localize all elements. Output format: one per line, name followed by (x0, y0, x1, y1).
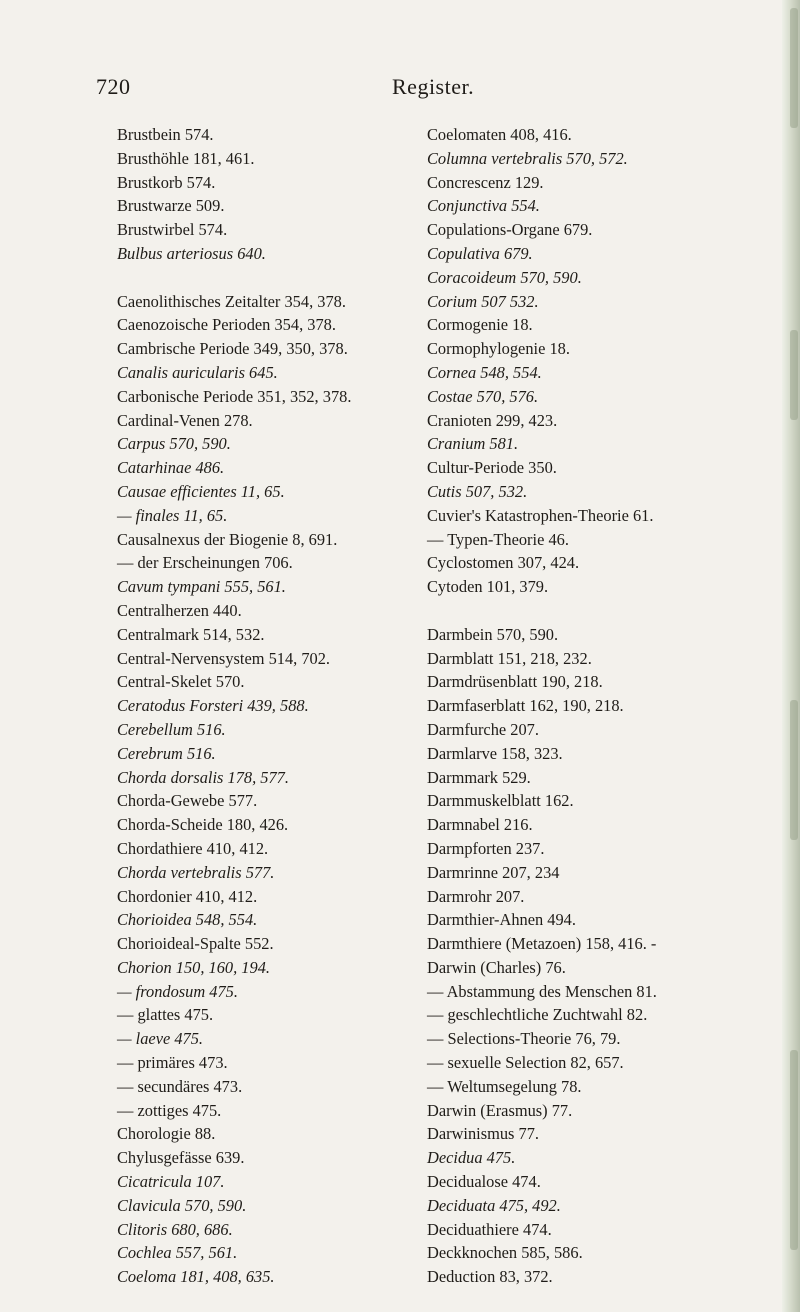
index-entry: Concrescenz 129. (427, 172, 544, 192)
index-entry: Costae 570, 576. (427, 386, 539, 406)
index-entry: Darmmuskelblatt 162. (427, 791, 574, 811)
index-entry: — glattes 475. (117, 1005, 214, 1025)
index-entry: Cornea 548, 554. (427, 362, 542, 382)
index-entry: Chorda vertebralis 577. (117, 862, 275, 882)
index-entry: Brustbein 574. (117, 125, 214, 144)
index-entry: — sexuelle Selection 82, 657. (427, 1053, 624, 1073)
index-entry: Centralmark 514, 532. (117, 624, 265, 644)
index-entry: Carbonische Periode 351, 352, 378. (117, 386, 352, 406)
index-entry: Carpus 570, 590. (117, 434, 231, 454)
index-entry: — Selections-Theorie 76, 79. (427, 1029, 621, 1049)
index-entry: Chylusgefässe 639. (117, 1148, 245, 1168)
index-entry: Decidua 475. (427, 1148, 516, 1168)
index-entry: — finales 11, 65. (117, 505, 228, 525)
index-entry: Cerebrum 516. (117, 743, 216, 763)
index-entry: Darmbein 570, 590. (427, 624, 559, 644)
index-entry: Chorioidea 548, 554. (117, 910, 258, 930)
index-entry: Darmthiere (Metazoen) 158, 416. - (427, 934, 657, 954)
index-entry: Cochlea 557, 561. (117, 1243, 238, 1263)
index-entry: Brustkorb 574. (117, 172, 216, 192)
index-entry: — Typen-Theorie 46. (427, 529, 569, 549)
index-entry: Catarhinae 486. (117, 458, 225, 478)
index-entry: Caenolithisches Zeitalter 354, 378. (117, 291, 346, 311)
index-entry: Central-Nervensystem 514, 702. (117, 648, 331, 668)
index-entry: Chorda dorsalis 178, 577. (117, 767, 289, 787)
index-entry: Copulations-Organe 679. (427, 220, 593, 240)
index-entry: Causalnexus der Biogenie 8, 691. (117, 529, 338, 549)
index-entry: — frondosum 475. (117, 981, 238, 1001)
index-entry: Brusthöhle 181, 461. (117, 148, 255, 168)
page-number: 720 (96, 74, 131, 99)
edge-stain (790, 8, 798, 128)
index-entry: Central-Skelet 570. (117, 672, 245, 692)
index-entry: — primäres 473. (117, 1053, 228, 1073)
index-entry: Cormophylogenie 18. (427, 339, 570, 359)
index-entry: Corium 507 532. (427, 291, 539, 311)
edge-stain (790, 700, 798, 840)
index-entry: Darmfurche 207. (427, 719, 539, 739)
page-edge-shadow (782, 0, 800, 1312)
index-entry: Cerebellum 516. (117, 719, 226, 739)
index-entry: Coeloma 181, 408, 635. (117, 1267, 275, 1287)
index-entry: Chorologie 88. (117, 1124, 216, 1144)
index-entry: Cuvier's Katastrophen-Theorie 61. (427, 505, 654, 525)
index-entry: Ceratodus Forsteri 439, 588. (117, 696, 309, 716)
index-entry: Deciduathiere 474. (427, 1219, 552, 1239)
index-entry: Centralherzen 440. (117, 600, 242, 620)
index-entry: — der Erscheinungen 706. (117, 553, 293, 573)
index-entry: Darmpforten 237. (427, 838, 545, 858)
index-entry: Darmblatt 151, 218, 232. (427, 648, 592, 668)
index-entry: Darmmark 529. (427, 767, 531, 787)
index-entry: Canalis auricularis 645. (117, 362, 278, 382)
index-entry: Cytoden 101, 379. (427, 577, 549, 597)
index-entry: Chorda-Gewebe 577. (117, 791, 258, 811)
index-entry: Caenozoische Perioden 354, 378. (117, 315, 336, 335)
index-entry: — laeve 475. (117, 1029, 204, 1049)
index-entry: Darmnabel 216. (427, 815, 533, 835)
index-entry: — Weltumsegelung 78. (427, 1076, 582, 1096)
index-entry: Darwin (Charles) 76. (427, 957, 566, 977)
index-entry: Cultur-Periode 350. (427, 458, 557, 478)
index-entry: Columna vertebralis 570, 572. (427, 148, 628, 168)
index-entry: Cicatricula 107. (117, 1172, 225, 1192)
index-column-left (117, 123, 417, 1289)
index-entry: Cambrische Periode 349, 350, 378. (117, 339, 348, 359)
index-column-right (427, 123, 787, 1289)
index-entry: Darwin (Erasmus) 77. (427, 1100, 573, 1120)
index-entry: Darmrohr 207. (427, 886, 525, 906)
index-entry: Decidualose 474. (427, 1172, 541, 1192)
index-entry: Darmlarve 158, 323. (427, 743, 563, 763)
index-entry: Coracoideum 570, 590. (427, 267, 582, 287)
section-gap (427, 599, 787, 623)
index-entry: Chorion 150, 160, 194. (117, 957, 270, 977)
index-entry: — Abstammung des Menschen 81. (427, 981, 657, 1001)
index-entry: Chorda-Scheide 180, 426. (117, 815, 289, 835)
edge-stain (790, 330, 798, 420)
index-entry: Chordathiere 410, 412. (117, 838, 269, 858)
index-entry: — zottiges 475. (117, 1100, 222, 1120)
index-entry: Deciduata 475, 492. (427, 1195, 561, 1215)
index-entry: Causae efficientes 11, 65. (117, 481, 285, 501)
index-entry: Deduction 83, 372. (427, 1267, 553, 1287)
index-entry: Cranium 581. (427, 434, 519, 454)
index-entry: Copulativa 679. (427, 243, 533, 263)
index-entry: Bulbus arteriosus 640. (117, 243, 266, 263)
index-entry: Deckknochen 585, 586. (427, 1243, 583, 1263)
index-entry: Cavum tympani 555, 561. (117, 577, 286, 597)
edge-stain (790, 1050, 798, 1250)
index-entry: Brustwarze 509. (117, 196, 225, 216)
section-gap (117, 266, 417, 290)
running-head: Register. (392, 74, 475, 99)
index-entry: Darmdrüsenblatt 190, 218. (427, 672, 603, 692)
index-entry: Conjunctiva 554. (427, 196, 540, 216)
index-entry: Cutis 507, 532. (427, 481, 528, 501)
index-entry: Clavicula 570, 590. (117, 1195, 247, 1215)
index-entry: Cyclostomen 307, 424. (427, 553, 580, 573)
index-entry: Darmfaserblatt 162, 190, 218. (427, 696, 624, 716)
index-entry: Brustwirbel 574. (117, 220, 228, 240)
index-entry: Cormogenie 18. (427, 315, 533, 335)
index-entry: — secundäres 473. (117, 1076, 243, 1096)
index-entry: Cardinal-Venen 278. (117, 410, 253, 430)
index-entry: Cranioten 299, 423. (427, 410, 558, 430)
index-entry: Darmrinne 207, 234 (427, 862, 560, 882)
index-entry: — geschlechtliche Zuchtwahl 82. (427, 1005, 648, 1025)
index-entry: Darwinismus 77. (427, 1124, 539, 1144)
index-entry: Clitoris 680, 686. (117, 1219, 233, 1239)
index-entry: Chordonier 410, 412. (117, 886, 258, 906)
index-entry: Darmthier-Ahnen 494. (427, 910, 576, 930)
index-entry: Coelomaten 408, 416. (427, 125, 572, 144)
index-entry: Chorioideal-Spalte 552. (117, 934, 274, 954)
page-header (0, 74, 800, 104)
